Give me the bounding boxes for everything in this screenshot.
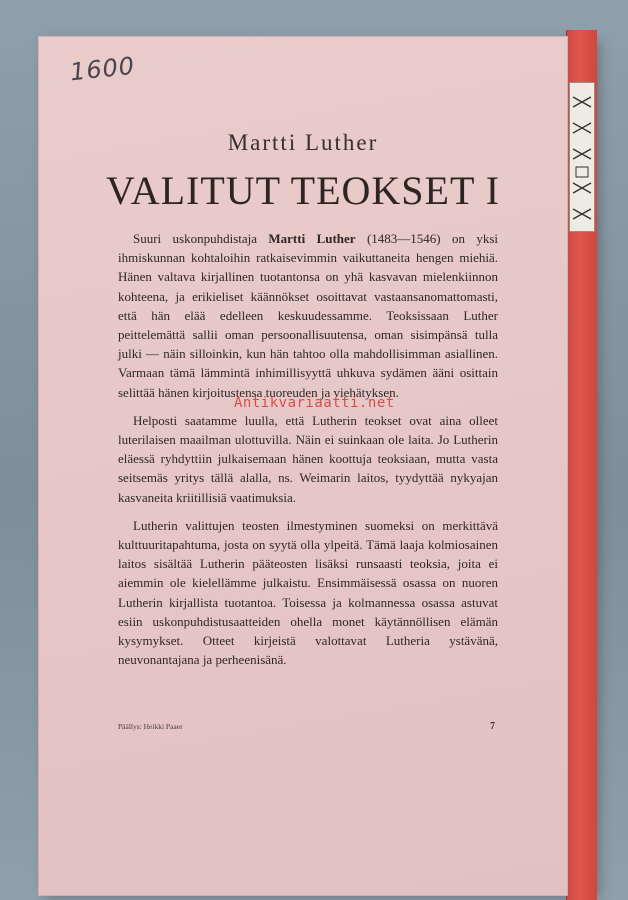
book-spine (566, 30, 597, 900)
handwritten-price: 1600 (68, 51, 137, 87)
blurb-paragraph-1 (118, 229, 498, 402)
blurb-author-bold: Martti Luther (268, 231, 356, 246)
spine-label (569, 82, 595, 232)
author-name: Martti Luther (227, 130, 379, 155)
blurb (118, 229, 498, 678)
cover-credit: Päällys: Heikki Paaer (118, 722, 183, 731)
blurb-paragraph-2: Helposti saatamme luulla, että Lutherin teokset ovat aina olleet luterilaisen maailman ulottuvilla. Näin ei suinkaan ole laita. Jo Lutherin eläessä ryhdyttiin julkaisemaan hänen koottuja teoksiaan, mutta vasta seitsemäs yritys tällä alalla, ns. Weimarin laitos, tyydyttää nykyajan kasvaneita kriitillisiä vaatimuksia. (118, 412, 498, 505)
watermark: Antikvariaatti.net (234, 395, 395, 411)
blurb-text: Suuri uskonpuhdistaja (133, 231, 269, 246)
blurb-paragraph-3: Lutherin valittujen teosten ilmestyminen suomeksi on merkittävä kulttuuritapahtuma, josta on syytä olla ylpeitä. Tämä laaja kolmiosainen laitos sisältää Lutherin pääteosten lisäksi runsaasti teoksia, joita ei aiemmin ole kielellämme julkaistu. Ensimmäisessä osassa on nuoren Lutherin kirjallista tuotantoa. Toisessa ja kolmannessa osassa astuvat esiin uskonpuhdistusaatteiden ohella monet käytännöllisen elämän kysymykset. Otteet kirjeistä valottavat Lutheria ystävänä, neuvonantajana ja perheenisänä. (118, 517, 498, 668)
page-number: 7 (490, 721, 495, 732)
book-title: VALITUT TEOKSET I (105, 168, 501, 213)
spine-ornament-icon (570, 83, 594, 231)
blurb-text: (1483—1546) on yksi ihmiskunnan kohtaloihin ratkaisevimmin vaikuttaneita hengen miehiä. Hänen valtava kirjallinen tuotantonsa on yhä kasvavan mielenkiinnon kohteena, ja erikieliset käännökset osoittavat vastaansanomattomasti, että hän elää edelleen keskuudessamme. Teoksissaan Luther peittelemättä sallii oman persoonallisuutensa, oman sisimpänsä tulla julki — näin silloinkin, kun hän tahtoo olla mahdollisimman asiallinen. Varmaan tämä lämmintä inhimillisyyttä uhkuva sydämen ääni osittain selittää hänen kirjoitustensa tuoreuden ja viehätyksen. (118, 231, 498, 400)
